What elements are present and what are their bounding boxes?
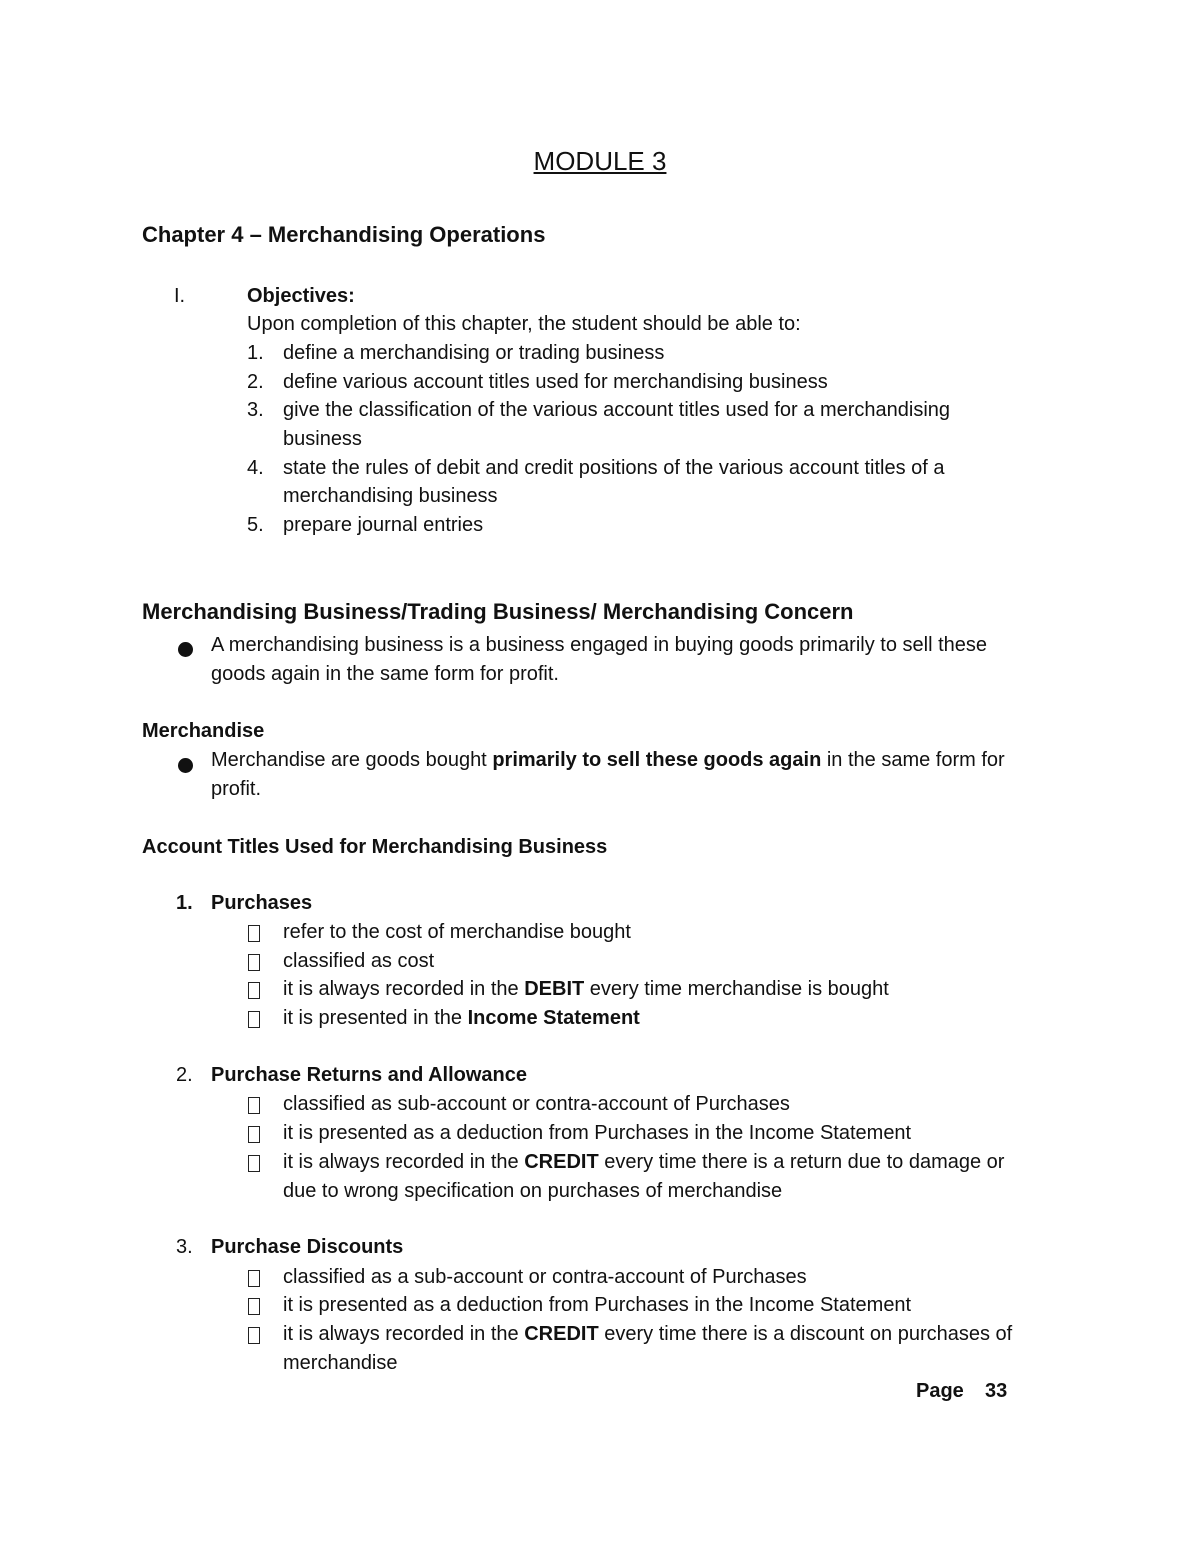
checkbox-bullet-icon [248, 1327, 260, 1344]
objective-text: prepare journal entries [283, 514, 484, 536]
account-point [283, 1323, 1012, 1346]
account-number: 2. [176, 1064, 193, 1086]
objective-number: 3. [247, 399, 264, 421]
merch-business-text: A merchandising business is a business engaged in buying goods primarily to sell these [211, 634, 988, 656]
merchandise-text [211, 749, 1005, 772]
point-bold: DEBIT [524, 978, 585, 1000]
account-title: Purchase Returns and Allowance [211, 1064, 528, 1086]
chapter-heading: Chapter 4 – Merchandising Operations [142, 222, 546, 247]
account-point: it is presented as a deduction from Purchases in the Income Statement [283, 1294, 912, 1316]
checkbox-bullet-icon [248, 925, 260, 942]
merchandise-text-cont: profit. [211, 778, 262, 800]
point-text: it is always recorded in the [283, 1323, 525, 1345]
point-text: it is always recorded in the [283, 1151, 525, 1173]
checkbox-bullet-icon [248, 1298, 260, 1315]
account-title: Purchases [211, 892, 313, 914]
account-point: classified as cost [283, 950, 435, 972]
checkbox-bullet-icon [248, 1270, 260, 1287]
module-title: MODULE 3 [533, 146, 667, 176]
account-point-cont: merchandise [283, 1352, 398, 1374]
objectives-numeral: I. [174, 285, 186, 307]
point-bold: CREDIT [524, 1151, 599, 1173]
merchandise-text-b: in the same form for [821, 749, 1005, 771]
point-bold: CREDIT [524, 1323, 599, 1345]
account-titles-heading: Account Titles Used for Merchandising Business [142, 836, 608, 858]
objective-text-cont: merchandising business [283, 485, 498, 507]
merch-business-heading: Merchandising Business/Trading Business/ Merchandising Concern [142, 599, 854, 624]
point-text: it is always recorded in the [283, 978, 525, 1000]
merchandise-text-a: Merchandise are goods bought [211, 749, 493, 771]
objective-text-cont: business [283, 428, 362, 450]
account-number: 1. [176, 892, 193, 914]
page-label: Page [916, 1380, 964, 1402]
account-point: classified as a sub-account or contra-account of Purchases [283, 1266, 807, 1288]
point-text: it is presented in the [283, 1007, 468, 1029]
objectives-intro: Upon completion of this chapter, the student should be able to: [247, 313, 801, 335]
objective-text: define a merchandising or trading business [283, 342, 665, 364]
objective-text: state the rules of debit and credit positions of the various account titles of a [283, 457, 945, 479]
merchandise-heading: Merchandise [142, 720, 265, 742]
point-bold: Income Statement [467, 1007, 640, 1029]
checkbox-bullet-icon [248, 1011, 260, 1028]
bullet-icon [178, 758, 193, 773]
objective-number: 1. [247, 342, 264, 364]
checkbox-bullet-icon [248, 982, 260, 999]
objective-text: define various account titles used for merchandising business [283, 371, 828, 393]
point-text: every time merchandise is bought [584, 978, 889, 1000]
checkbox-bullet-icon [248, 1126, 260, 1143]
checkbox-bullet-icon [248, 1155, 260, 1172]
account-point-cont: due to wrong specification on purchases of merchandise [283, 1180, 783, 1202]
objective-number: 2. [247, 371, 264, 393]
checkbox-bullet-icon [248, 954, 260, 971]
bullet-icon [178, 642, 193, 657]
account-point [283, 1151, 1004, 1174]
checkbox-bullet-icon [248, 1097, 260, 1114]
account-point [283, 978, 889, 1001]
objectives-heading: Objectives: [247, 285, 355, 307]
point-text: every time there is a discount on purchases of [598, 1323, 1013, 1345]
objective-number: 4. [247, 457, 264, 479]
merchandise-text-bold: primarily to sell these goods again [492, 749, 822, 771]
page-number: 33 [985, 1380, 1008, 1402]
merch-business-text-cont: goods again in the same form for profit. [211, 663, 559, 685]
objective-number: 5. [247, 514, 264, 536]
account-title: Purchase Discounts [211, 1236, 404, 1258]
account-number: 3. [176, 1236, 193, 1258]
account-point: refer to the cost of merchandise bought [283, 921, 631, 943]
point-text: every time there is a return due to damage or [598, 1151, 1005, 1173]
account-point [283, 1007, 640, 1030]
account-point: classified as sub-account or contra-account of Purchases [283, 1093, 790, 1115]
account-point: it is presented as a deduction from Purchases in the Income Statement [283, 1122, 912, 1144]
objective-text: give the classification of the various account titles used for a merchandising [283, 399, 951, 421]
